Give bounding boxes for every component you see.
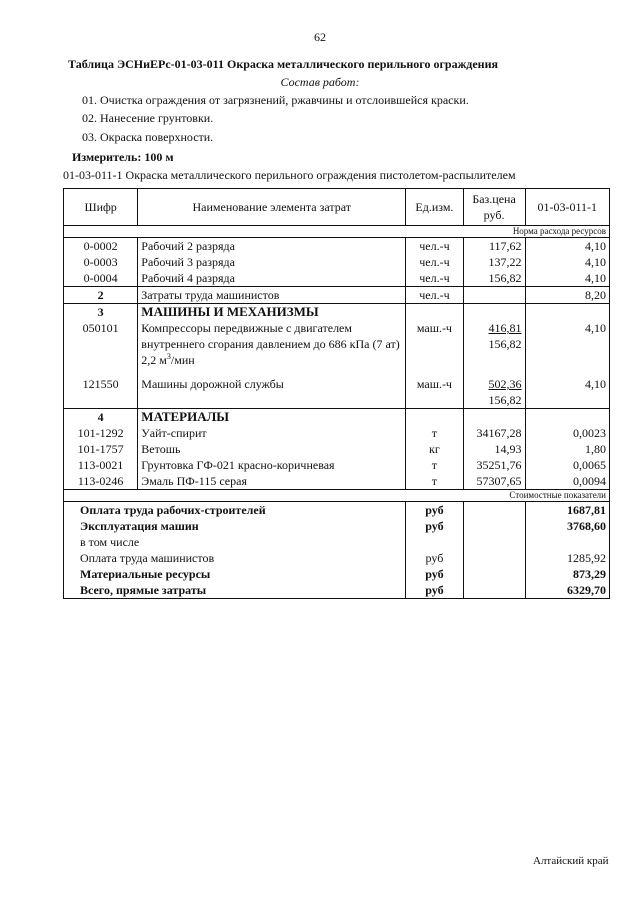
table-row: [64, 254, 610, 270]
row-code: 0-0002: [64, 238, 138, 255]
row-price: 156,82: [463, 270, 525, 287]
cost-value: 3768,60: [525, 518, 609, 534]
cost-row: [64, 502, 610, 519]
row-unit: т: [406, 473, 463, 490]
row-price: 14,93: [463, 441, 525, 457]
row-norm: 0,0065: [525, 457, 609, 473]
table-row: [64, 473, 610, 490]
section-row: [64, 304, 610, 321]
cost-row: [64, 534, 610, 550]
row-name: Эмаль ПФ-115 серая: [138, 473, 406, 490]
cost-unit: руб: [406, 518, 463, 534]
row-price: 57307,65: [463, 473, 525, 490]
row-unit: маш.-ч: [406, 376, 463, 409]
row-norm: 4,10: [525, 376, 609, 409]
row-name: Машины дорожной службы: [138, 376, 406, 409]
row-unit: кг: [406, 441, 463, 457]
cost-value: 1285,92: [525, 550, 609, 566]
page-number: 62: [314, 30, 326, 44]
section-code: 3: [64, 304, 138, 321]
work-item: 01. Очистка ограждения от загрязнений, ржавчины и отслоившейся краски.: [82, 93, 469, 107]
cost-unit: руб: [406, 550, 463, 566]
section-code: 4: [64, 409, 138, 426]
row-norm: 4,10: [525, 270, 609, 287]
cost-subheader: Стоимостные показатели: [525, 490, 609, 502]
resource-table: [63, 188, 610, 599]
table-row: [64, 238, 610, 255]
row-price: 34167,28: [463, 425, 525, 441]
row-norm: 1,80: [525, 441, 609, 457]
row-name: Рабочий 3 разряда: [138, 254, 406, 270]
header-code: Шифр: [64, 189, 138, 226]
row-price: 502,36 156,82: [463, 376, 525, 409]
cost-unit: [406, 534, 463, 550]
row-code: 101-1292: [64, 425, 138, 441]
cost-name: Оплата труда машинистов: [64, 550, 406, 566]
row-name: Грунтовка ГФ-021 красно-коричневая: [138, 457, 406, 473]
header-unit: Ед.изм.: [406, 189, 463, 226]
cost-row: [64, 582, 610, 599]
table-row: [64, 441, 610, 457]
row-norm: 0,0023: [525, 425, 609, 441]
section-row: [64, 409, 610, 426]
cost-row: [64, 550, 610, 566]
cost-name: Всего, прямые затраты: [64, 582, 406, 599]
norm-subheader: Норма расхода ресурсов: [525, 226, 609, 238]
cost-name: Оплата труда рабочих-строителей: [64, 502, 406, 519]
row-name: Рабочий 4 разряда: [138, 270, 406, 287]
row-name: Затраты труда машинистов: [138, 287, 406, 304]
cost-row: [64, 566, 610, 582]
row-norm: 0,0094: [525, 473, 609, 490]
row-name-line: Компрессоры передвижные с двигателем: [141, 321, 352, 335]
row-name: [138, 320, 406, 376]
table-title: Таблица ЭСНиЕРс-01-03-011 Окраска металлического перильного ограждения: [68, 57, 498, 71]
table-header-row: [64, 189, 610, 226]
table-row: [64, 425, 610, 441]
table-row: [64, 376, 610, 409]
row-code: 113-0021: [64, 457, 138, 473]
work-composition-heading: Состав работ:: [280, 75, 360, 89]
row-code: 0-0004: [64, 270, 138, 287]
row-price: 137,22: [463, 254, 525, 270]
table-row: [64, 320, 610, 376]
row-norm: 8,20: [525, 287, 609, 304]
row-unit: чел.-ч: [406, 287, 463, 304]
cost-name: в том числе: [64, 534, 406, 550]
work-item: 02. Нанесение грунтовки.: [82, 111, 214, 125]
row-name-line: внутреннего сгорания давлением до 686 кПа (7 ат): [141, 337, 400, 351]
row-code: 113-0246: [64, 473, 138, 490]
table-row: [64, 270, 610, 287]
row-unit: т: [406, 425, 463, 441]
row-code: 101-1757: [64, 441, 138, 457]
row-price: 416,81 156,82: [463, 320, 525, 376]
row-unit: чел.-ч: [406, 238, 463, 255]
measurement-unit: Измеритель: 100 м: [72, 150, 174, 164]
row-name-line: 2,2 $м^3$/мин: [141, 352, 195, 367]
cost-row: [64, 518, 610, 534]
cost-unit: руб: [406, 566, 463, 582]
row-name: Ветошь: [138, 441, 406, 457]
row-unit: чел.-ч: [406, 270, 463, 287]
cost-name: Эксплуатация машин: [64, 518, 406, 534]
cost-value: 6329,70: [525, 582, 609, 599]
row-unit: т: [406, 457, 463, 473]
region-footer: Алтайский край: [533, 855, 609, 867]
row-code: 050101: [64, 320, 138, 376]
row-name: Уайт-спирит: [138, 425, 406, 441]
row-norm: 4,10: [525, 320, 609, 376]
cost-value: [525, 534, 609, 550]
cost-value: 873,29: [525, 566, 609, 582]
row-norm: 4,10: [525, 254, 609, 270]
cost-name: Материальные ресурсы: [64, 566, 406, 582]
row-code: 121550: [64, 376, 138, 409]
row-code: 0-0003: [64, 254, 138, 270]
table-row: [64, 457, 610, 473]
row-unit: чел.-ч: [406, 254, 463, 270]
cost-value: 1687,81: [525, 502, 609, 519]
cost-unit: руб: [406, 502, 463, 519]
row-code: 2: [64, 287, 138, 304]
row-price: 117,62: [463, 238, 525, 255]
row-norm: 4,10: [525, 238, 609, 255]
section-title: МАТЕРИАЛЫ: [138, 409, 406, 426]
header-price: Баз.цена руб.: [463, 189, 525, 226]
row-unit: маш.-ч: [406, 320, 463, 376]
header-norm: 01-03-011-1: [525, 189, 609, 226]
header-name: Наименование элемента затрат: [138, 189, 406, 226]
norm-code-line: 01-03-011-1 Окраска металлического перильного ограждения пистолетом-распылителем: [63, 168, 516, 182]
row-price: 35251,76: [463, 457, 525, 473]
table-row: [64, 287, 610, 304]
cost-unit: руб: [406, 582, 463, 599]
work-item: 03. Окраска поверхности.: [82, 130, 214, 144]
row-name: Рабочий 2 разряда: [138, 238, 406, 255]
section-title: МАШИНЫ И МЕХАНИЗМЫ: [138, 304, 406, 321]
